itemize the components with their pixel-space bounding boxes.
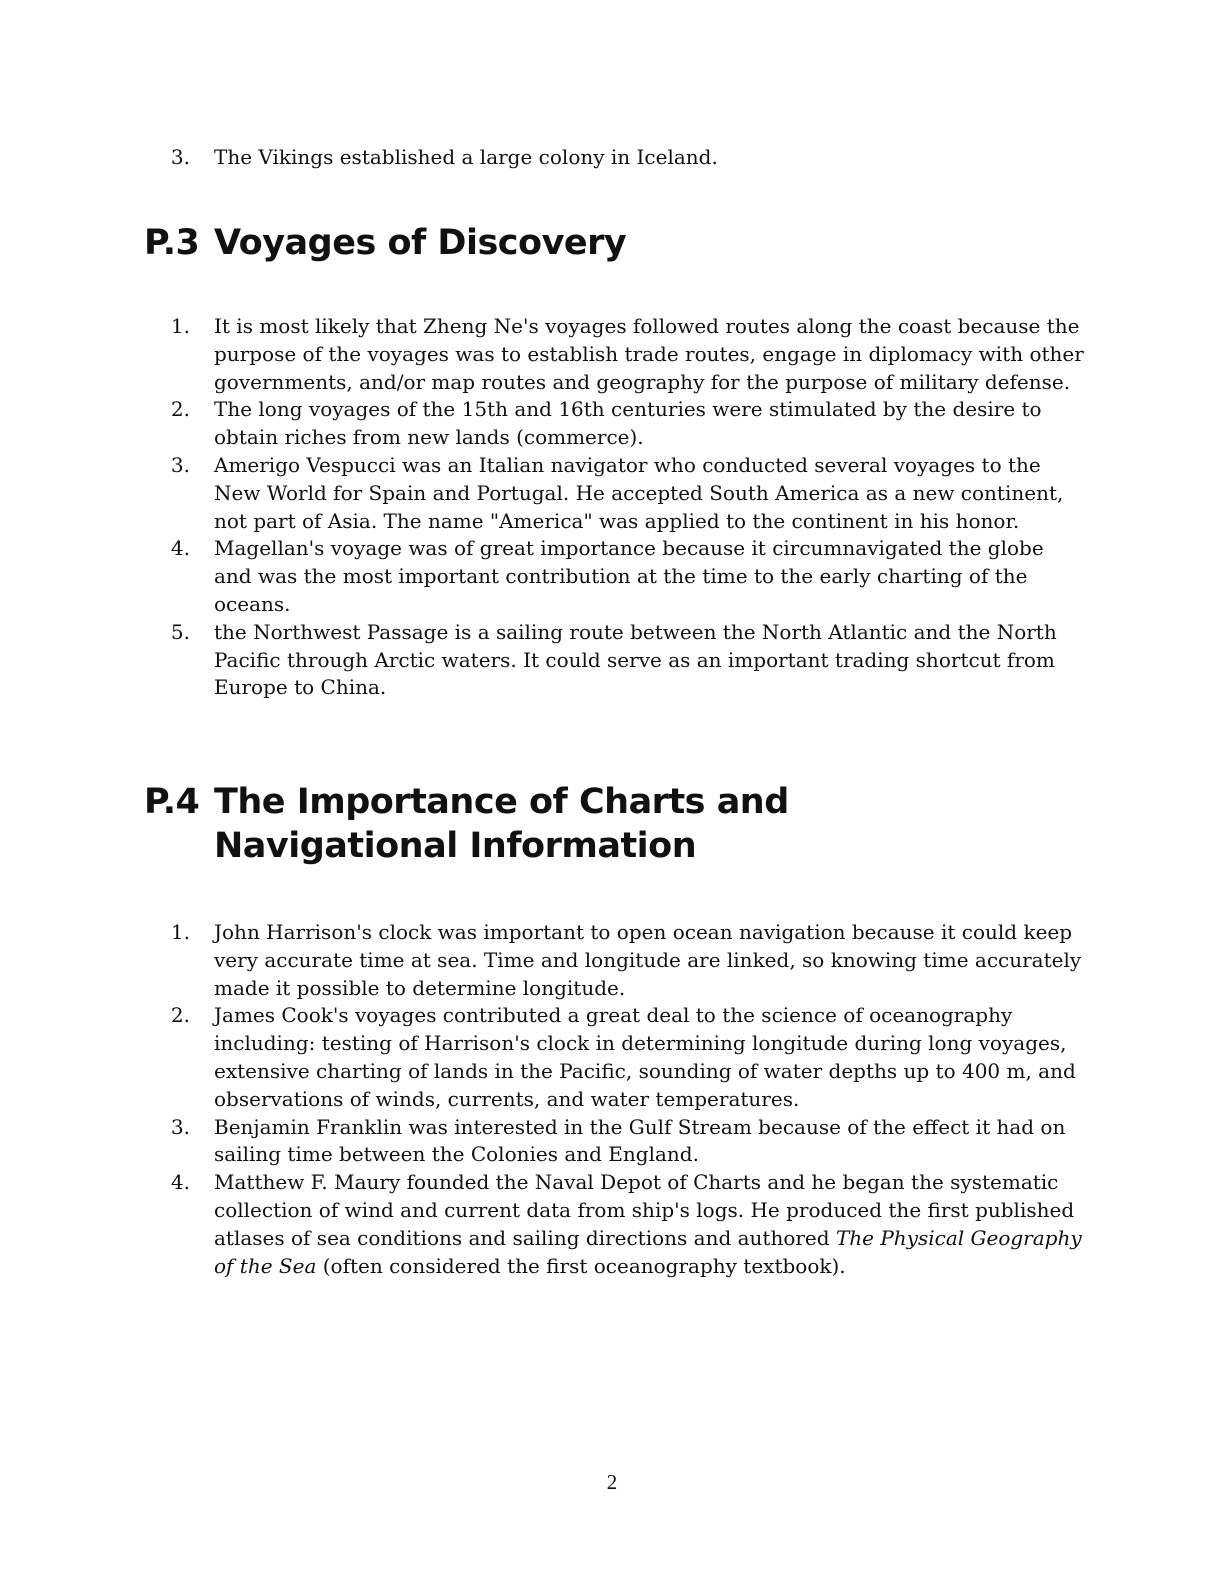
list-item-text: Magellan's voyage was of great importance because it circumnavigated the globe and was the most important contribution at the time to the early charting of the oceans. bbox=[214, 536, 1044, 616]
section-heading-number: P.4 bbox=[144, 782, 200, 822]
list-item bbox=[144, 919, 1084, 1002]
list-item bbox=[144, 452, 1084, 535]
list-item-text: The long voyages of the 15th and 16th centuries were stimulated by the desire to obtain riches from new lands (commerce). bbox=[214, 397, 1042, 450]
section-heading-p4 bbox=[144, 780, 1044, 868]
page-number: 2 bbox=[606, 1470, 618, 1494]
intro-list bbox=[144, 144, 1084, 172]
list-item-text: John Harrison's clock was important to open ocean navigation because it could keep very accurate time at sea. Time and longitude are linked, so knowing time accurately made it possible to determine longitude. bbox=[214, 920, 1082, 1000]
list-item-number: 3. bbox=[170, 1114, 190, 1139]
list-item-text bbox=[214, 1170, 1082, 1277]
list-item-number: 4. bbox=[170, 1170, 190, 1195]
list-item bbox=[144, 1002, 1084, 1113]
list-item-number: 3. bbox=[170, 145, 190, 169]
list-item-number: 1. bbox=[170, 920, 190, 944]
section-heading-title: Voyages of Discovery bbox=[214, 223, 627, 263]
list-item bbox=[144, 1169, 1084, 1280]
list-item-text: James Cook's voyages contributed a great deal to the science of oceanography including: testing of Harrison's clock in determining longitude during long voyages, extensive charting of lands in the Pacific, sounding of water depths up to 400 m, and observations of winds, currents, and water temperatures. bbox=[214, 1003, 1076, 1111]
p4-list bbox=[144, 919, 1084, 1280]
book-title: The Physical Geography of the Sea bbox=[214, 1225, 1082, 1278]
list-item-number: 5. bbox=[170, 619, 190, 644]
list-item-number: 2. bbox=[170, 1003, 190, 1028]
list-item-number: 3. bbox=[170, 452, 190, 477]
list-item-text-part: (often considered the first oceanography textbook). bbox=[316, 1253, 846, 1278]
list-item-text-part: Matthew F. Maury founded the Naval Depot of Charts and he began the systematic collection of wind and current data from ship's logs. He produced the first published atlases of sea conditions and sailing directions and authored bbox=[214, 1170, 1075, 1250]
list-item-text: Benjamin Franklin was interested in the Gulf Stream because of the effect it had on sailing time between the Colonies and England. bbox=[214, 1114, 1066, 1167]
list-item-number: 2. bbox=[170, 397, 190, 422]
list-item-text: The Vikings established a large colony in Iceland. bbox=[214, 145, 718, 169]
list-item-number: 1. bbox=[170, 314, 190, 338]
section-heading-number: P.3 bbox=[144, 223, 200, 263]
list-item-text: It is most likely that Zheng Ne's voyages followed routes along the coast because the purpose of the voyages was to establish trade routes, engage in diplomacy with other governments, and/or map routes and geography for the purpose of military defense. bbox=[214, 314, 1084, 394]
list-item-text: the Northwest Passage is a sailing route between the North Atlantic and the North Pacific through Arctic waters. It could serve as an important trading shortcut from Europe to China. bbox=[214, 619, 1057, 700]
section-heading-p3 bbox=[144, 221, 1044, 265]
p3-list bbox=[144, 313, 1084, 702]
section-heading-title: The Importance of Charts and Navigational Information bbox=[214, 782, 789, 866]
list-item-number: 4. bbox=[170, 536, 190, 561]
list-item bbox=[144, 396, 1084, 452]
list-item bbox=[144, 144, 1084, 172]
list-item bbox=[144, 619, 1084, 702]
list-item bbox=[144, 1114, 1084, 1170]
list-item-text: Amerigo Vespucci was an Italian navigator who conducted several voyages to the New World for Spain and Portugal. He accepted South America as a new continent, not part of Asia. The name "America" was applied to the continent in his honor. bbox=[214, 452, 1064, 533]
list-item bbox=[144, 535, 1084, 618]
list-item bbox=[144, 313, 1084, 396]
